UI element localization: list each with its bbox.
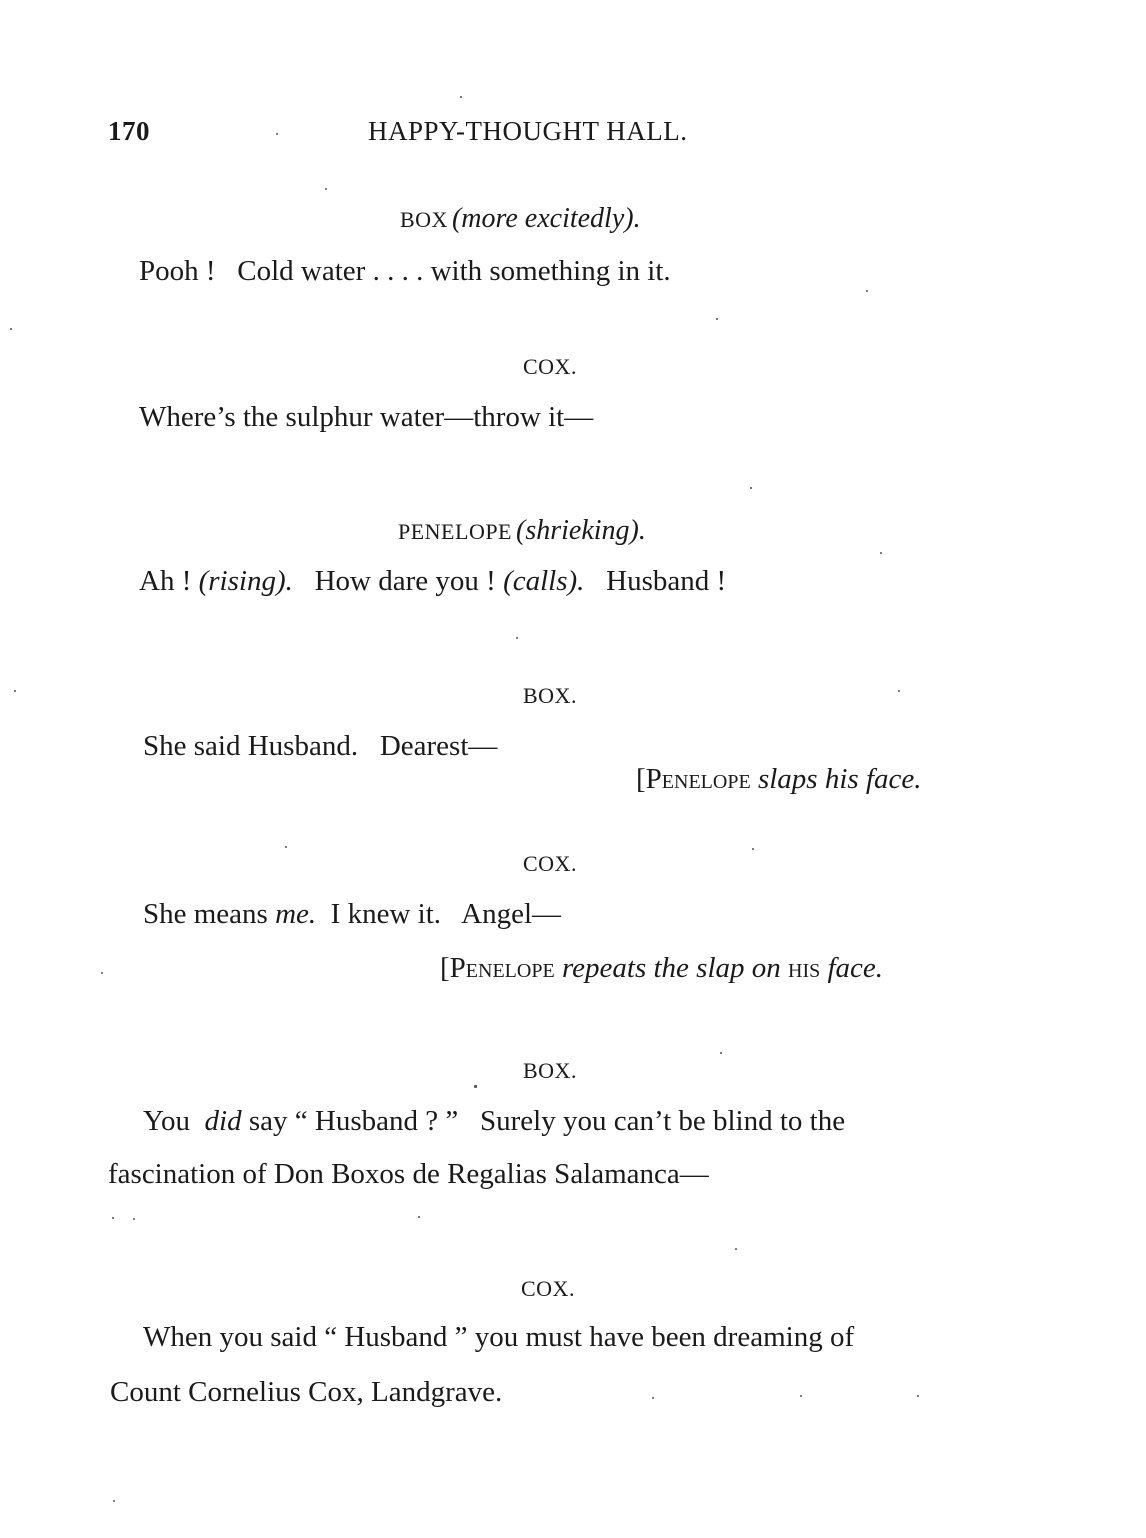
scan-speck: [276, 133, 278, 135]
scan-speck: [460, 96, 462, 98]
dialogue-text: I knew it. Angel—: [330, 898, 562, 930]
emphasis: me.: [275, 898, 317, 930]
scan-speck: [418, 1216, 420, 1218]
scan-speck: [917, 1395, 919, 1397]
scan-speck: [898, 690, 900, 692]
dialogue-text: say “ Husband ? ” Surely you can’t be blind to the: [248, 1105, 846, 1137]
scan-speck: [10, 328, 12, 330]
dialogue-line: [143, 898, 561, 931]
scan-speck: [101, 972, 103, 974]
speaker-direction: (more excitedly).: [451, 203, 641, 234]
dialogue-line: She said Husband. Dearest—: [143, 730, 498, 762]
speaker-direction: (shrieking).: [516, 515, 646, 546]
scan-speck: [285, 846, 287, 848]
dialogue-text: Ah !: [139, 565, 192, 597]
dialogue-text: Husband !: [606, 565, 727, 597]
speaker-heading: [398, 515, 646, 547]
stage-bracket: [: [440, 952, 450, 984]
stage-action: repeats the slap on: [561, 952, 781, 984]
scan-speck: [752, 848, 754, 850]
scan-speck: [652, 1397, 654, 1399]
stage-emphasis: his: [788, 952, 821, 984]
scan-speck: [750, 487, 752, 489]
stage-action: face.: [827, 952, 884, 984]
speaker-name: COX.: [521, 1276, 575, 1301]
stage-direction-inline: (calls).: [503, 565, 585, 597]
dialogue-line: Count Cornelius Cox, Landgrave.: [110, 1376, 503, 1408]
scan-speck: [720, 1052, 722, 1054]
scan-speck: [14, 690, 16, 692]
emphasis: did: [204, 1105, 242, 1137]
scan-speck: [800, 1395, 802, 1397]
running-title: HAPPY-THOUGHT HALL.: [368, 116, 688, 146]
dialogue-line: [143, 1105, 845, 1138]
stage-direction-inline: (rising).: [198, 565, 293, 597]
page-number: 170: [108, 116, 150, 146]
dialogue-text: How dare you !: [314, 565, 496, 597]
stage-character: Penelope: [645, 763, 751, 795]
scan-speck: [112, 1217, 114, 1219]
dialogue-text: You: [143, 1105, 191, 1137]
stage-bracket: [: [636, 763, 646, 795]
scan-speck: [133, 1218, 135, 1220]
scan-speck: [735, 1248, 737, 1250]
dialogue-text: She means: [143, 898, 268, 930]
stage-action: slaps his face.: [757, 763, 922, 795]
scan-speck: [866, 290, 868, 292]
speaker-name: PENELOPE: [398, 519, 512, 544]
scan-speck: [880, 552, 882, 554]
scan-speck: [113, 1500, 115, 1502]
speaker-name: BOX.: [523, 1058, 577, 1083]
speaker-name: COX.: [523, 354, 577, 379]
dialogue-line: When you said “ Husband ” you must have been dreaming of: [143, 1321, 855, 1353]
stage-direction: [636, 763, 921, 796]
speaker-name: COX.: [523, 851, 577, 876]
dialogue-line: fascination of Don Boxos de Regalias Salamanca—: [108, 1158, 709, 1190]
scan-speck: [325, 188, 327, 190]
scan-speck: [516, 637, 518, 639]
dialogue-line: Where’s the sulphur water—throw it—: [139, 401, 594, 433]
stage-character: Penelope: [449, 952, 555, 984]
speaker-name: BOX.: [523, 683, 577, 708]
dialogue-line: Pooh ! Cold water . . . . with something in it.: [139, 255, 671, 287]
scan-speck: [716, 318, 718, 320]
speaker-name: BOX: [400, 207, 448, 232]
scan-speck: [474, 1085, 477, 1088]
dialogue-line: [139, 565, 726, 598]
speaker-heading: [400, 203, 641, 235]
stage-direction: [440, 952, 883, 985]
